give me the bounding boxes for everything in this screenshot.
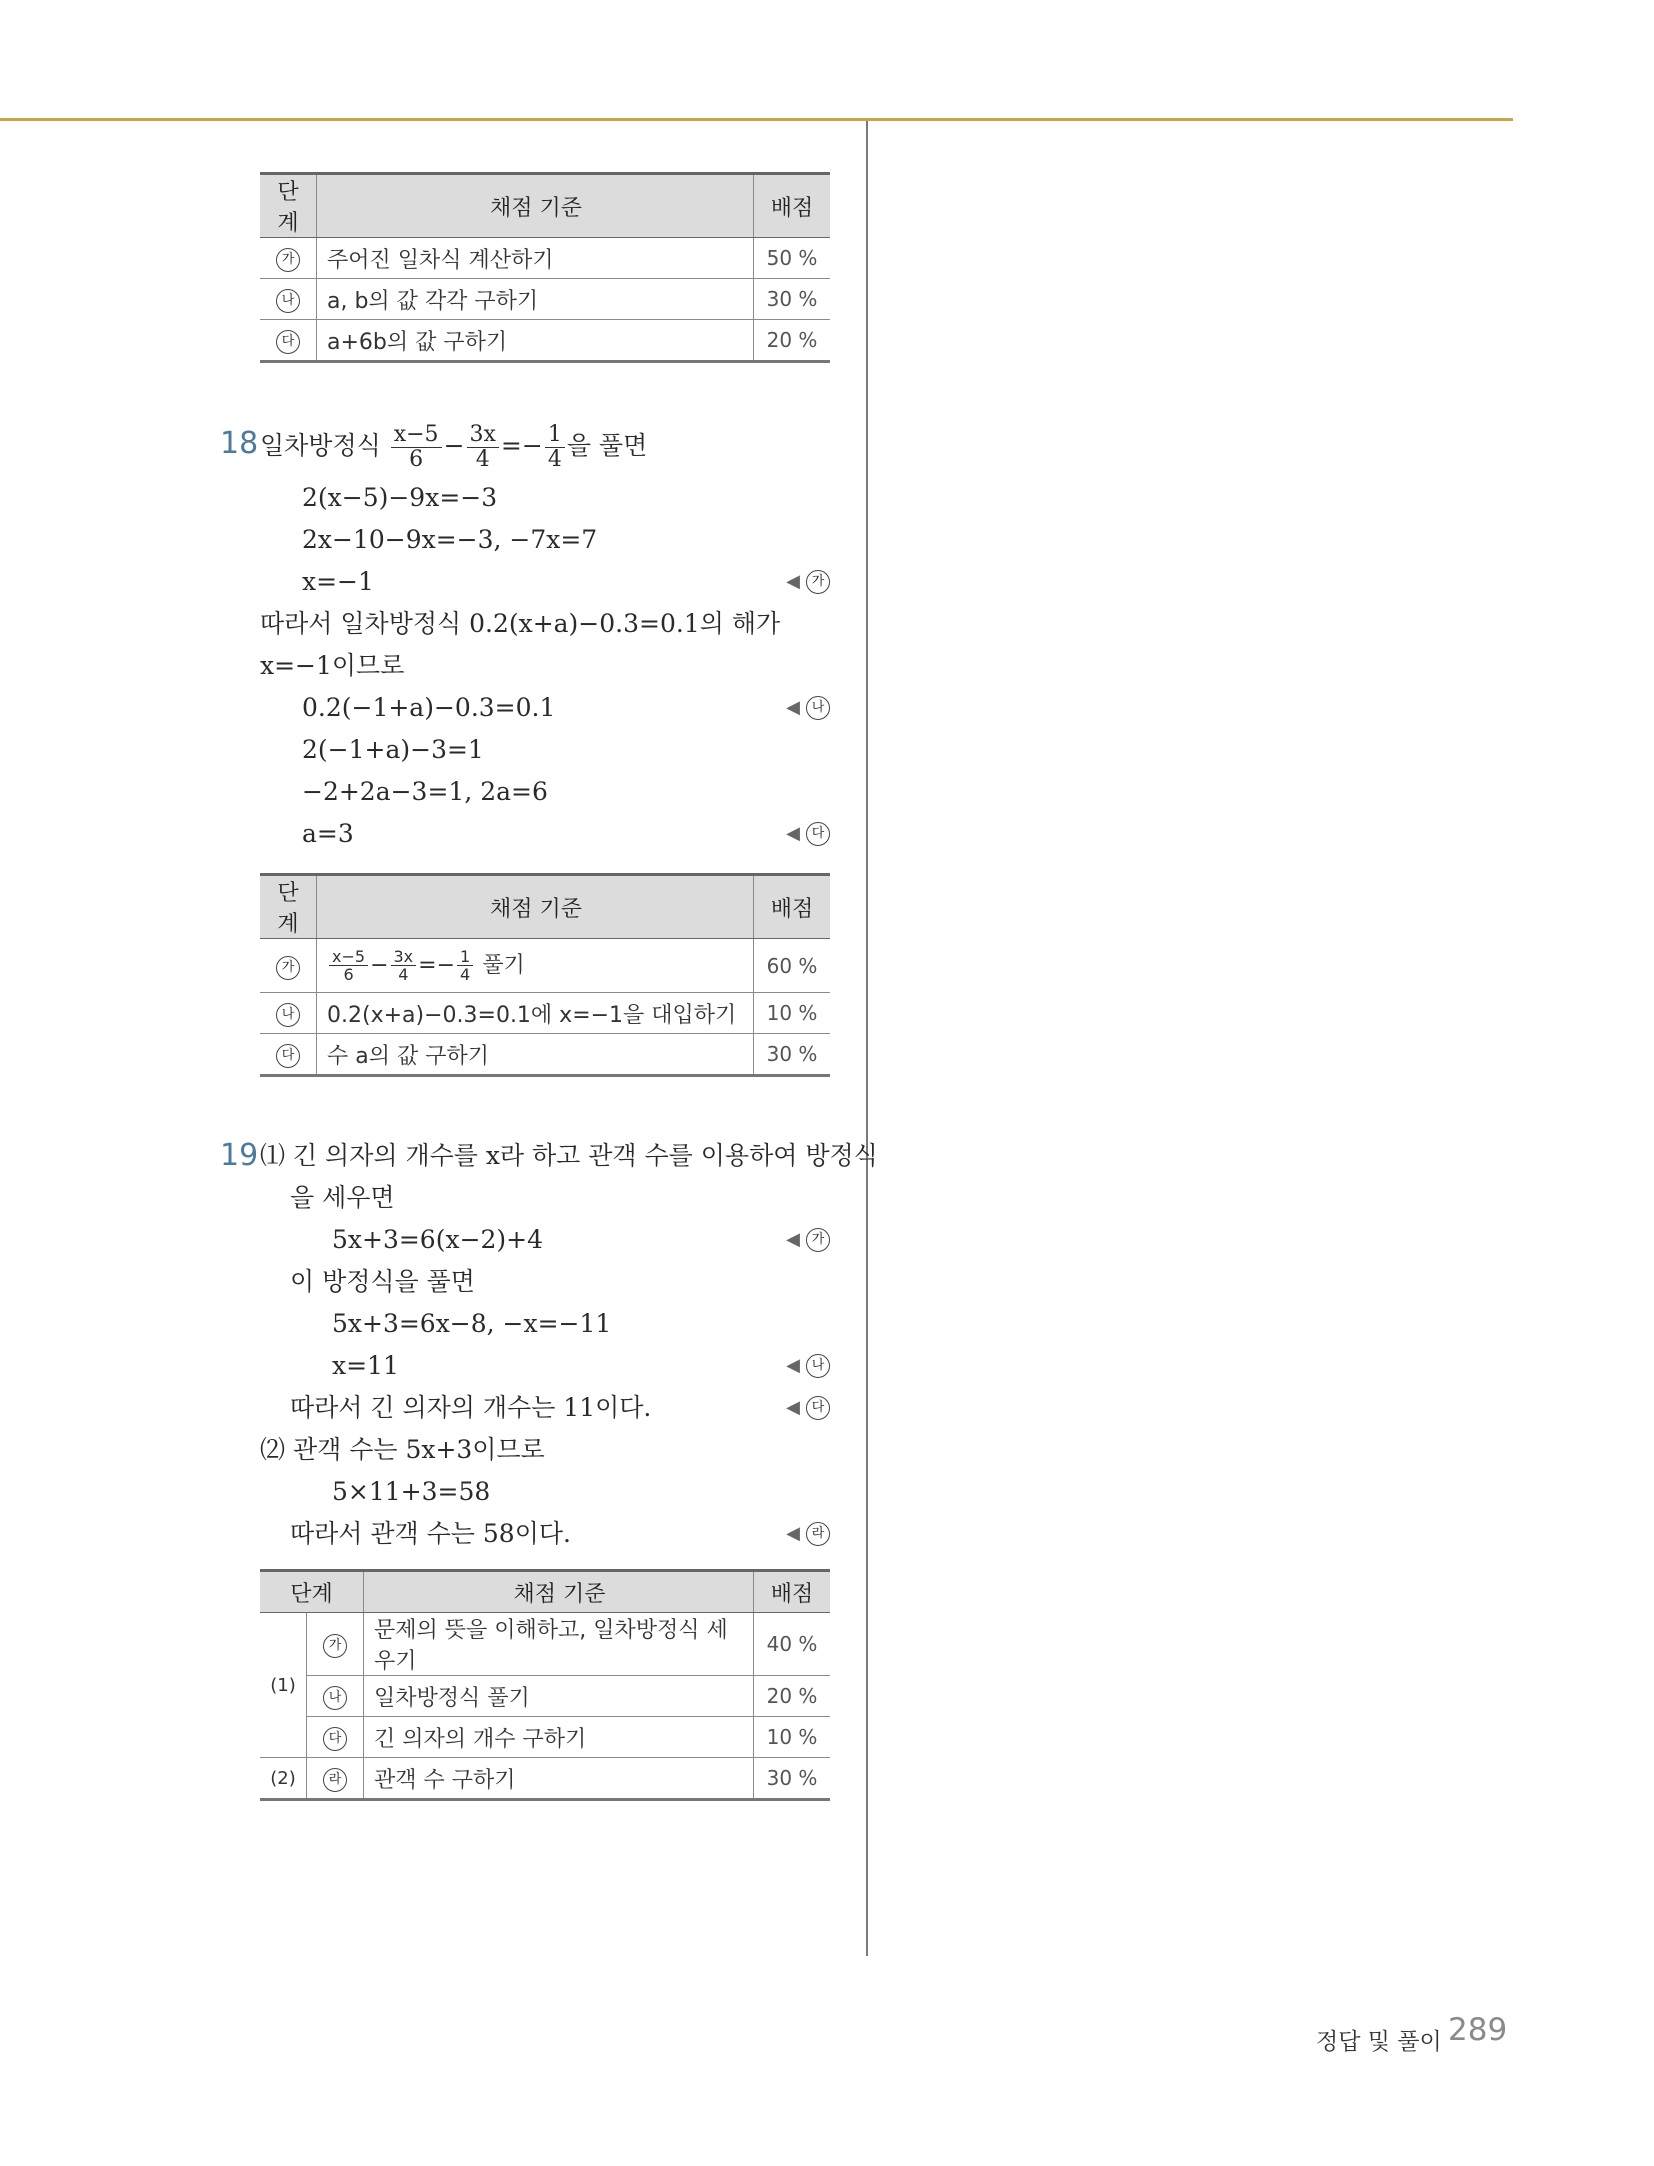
solution-text: x=−1 xyxy=(302,567,374,596)
scoring-table-19 xyxy=(260,1569,830,1801)
header-criteria: 채점 기준 xyxy=(317,174,754,238)
step-bullet-ga: 가 xyxy=(323,1634,347,1658)
points-cell: 40 % xyxy=(754,1613,831,1676)
footer-section-title: 정답 및 풀이 xyxy=(1316,2029,1442,2055)
header-points: 배점 xyxy=(754,1571,831,1613)
solution-line: ⑴ 긴 의자의 개수를 x라 하고 관객 수를 이용하여 방정식 xyxy=(260,1141,878,1170)
solution-line: 5×11+3=58 xyxy=(332,1477,491,1506)
fraction-denominator: 4 xyxy=(460,965,471,985)
criteria-cell: 수 a의 값 구하기 xyxy=(317,1034,754,1076)
step-marker xyxy=(786,1513,830,1555)
solution-line xyxy=(220,1219,830,1261)
operator: =− xyxy=(418,952,456,978)
fraction-numerator: 1 xyxy=(457,948,473,966)
solution-line xyxy=(220,1387,830,1429)
step-bullet-da: 다 xyxy=(806,822,830,846)
step-bullet-da: 다 xyxy=(276,330,300,354)
points-cell: 20 % xyxy=(754,1676,831,1717)
column-divider xyxy=(866,121,868,1956)
header-step: 단계 xyxy=(260,174,317,238)
part-label: (2) xyxy=(260,1758,307,1800)
criteria-cell: a, b의 값 각각 구하기 xyxy=(317,279,754,320)
page-number: 289 xyxy=(1448,2012,1508,2048)
intro-suffix: 을 풀면 xyxy=(566,431,648,460)
step-bullet-na: 나 xyxy=(276,289,300,313)
arrow-left-icon: ◀ xyxy=(786,823,800,844)
step-marker xyxy=(786,813,830,855)
scoring-table-18 xyxy=(260,873,830,1077)
solution-line: 2x−10−9x=−3, −7x=7 xyxy=(302,525,598,554)
header-criteria: 채점 기준 xyxy=(364,1571,754,1613)
solution-text: a=3 xyxy=(302,819,354,848)
criteria-cell: a+6b의 값 구하기 xyxy=(317,320,754,362)
solution-text: 0.2(−1+a)−0.3=0.1 xyxy=(302,693,556,722)
table-row xyxy=(260,238,830,279)
arrow-left-icon: ◀ xyxy=(786,1523,800,1544)
solution-line xyxy=(220,561,830,603)
operator: =− xyxy=(500,431,543,460)
step-bullet-ra: 라 xyxy=(806,1522,830,1546)
criteria-cell: 관객 수 구하기 xyxy=(364,1758,754,1800)
solution-text: 따라서 긴 의자의 개수는 11이다. xyxy=(290,1393,652,1422)
arrow-left-icon: ◀ xyxy=(786,1397,800,1418)
points-cell: 30 % xyxy=(754,1758,831,1800)
fraction-numerator: 3x xyxy=(467,423,499,448)
table-row xyxy=(260,939,830,993)
points-cell: 60 % xyxy=(754,939,831,993)
fraction-numerator: 1 xyxy=(545,423,565,448)
operator: − xyxy=(370,952,389,978)
step-bullet-da: 다 xyxy=(806,1396,830,1420)
points-cell: 10 % xyxy=(754,1717,831,1758)
criteria-cell: 긴 의자의 개수 구하기 xyxy=(364,1717,754,1758)
points-cell: 20 % xyxy=(754,320,831,362)
solution-line: ⑵ 관객 수는 5x+3이므로 xyxy=(260,1435,545,1464)
header-points: 배점 xyxy=(754,875,831,939)
step-bullet-ga: 가 xyxy=(276,956,300,980)
table-row xyxy=(260,1613,830,1676)
arrow-left-icon: ◀ xyxy=(786,697,800,718)
criteria-cell: 일차방정식 풀기 xyxy=(364,1676,754,1717)
arrow-left-icon: ◀ xyxy=(786,571,800,592)
solution-line: 2(x−5)−9x=−3 xyxy=(302,483,498,512)
points-cell: 50 % xyxy=(754,238,831,279)
step-bullet-ra: 라 xyxy=(323,1768,347,1792)
fraction xyxy=(329,948,368,983)
table-row xyxy=(260,1676,830,1717)
fraction xyxy=(391,948,417,983)
problem-18 xyxy=(220,423,830,855)
step-bullet-na: 나 xyxy=(806,696,830,720)
problem-number: 19 xyxy=(220,1138,259,1173)
intro-prefix: 일차방정식 xyxy=(260,431,381,460)
solution-text: 따라서 관객 수는 58이다. xyxy=(290,1519,571,1548)
table-row xyxy=(260,1034,830,1076)
solution-line xyxy=(220,1345,830,1387)
problem-number: 18 xyxy=(220,426,259,461)
header-step: 단계 xyxy=(260,1571,364,1613)
criteria-cell: 주어진 일차식 계산하기 xyxy=(317,238,754,279)
fraction-denominator: 6 xyxy=(409,447,424,472)
criteria-cell: 문제의 뜻을 이해하고, 일차방정식 세우기 xyxy=(364,1613,754,1676)
step-bullet-na: 나 xyxy=(323,1686,347,1710)
fraction-denominator: 4 xyxy=(547,447,562,472)
solution-line: 을 세우면 xyxy=(290,1183,395,1212)
points-cell: 10 % xyxy=(754,993,831,1034)
fraction-denominator: 6 xyxy=(343,965,354,985)
fraction xyxy=(457,948,473,983)
points-cell: 30 % xyxy=(754,279,831,320)
step-bullet-da: 다 xyxy=(323,1727,347,1751)
step-bullet-na: 나 xyxy=(276,1003,300,1027)
step-bullet-ga: 가 xyxy=(806,1228,830,1252)
table-row xyxy=(260,320,830,362)
step-marker xyxy=(786,561,830,603)
step-marker xyxy=(786,1387,830,1429)
solution-line: −2+2a−3=1, 2a=6 xyxy=(302,777,548,806)
scoring-table-17 xyxy=(260,172,830,363)
points-cell: 30 % xyxy=(754,1034,831,1076)
criteria-cell xyxy=(317,939,754,993)
step-bullet-da: 다 xyxy=(276,1044,300,1068)
fraction xyxy=(545,423,565,472)
table-row xyxy=(260,993,830,1034)
solution-line: 5x+3=6x−8, −x=−11 xyxy=(332,1309,612,1338)
header-rule xyxy=(0,118,1513,121)
left-column xyxy=(220,172,878,1801)
part-label: (1) xyxy=(260,1613,307,1758)
step-marker xyxy=(786,1219,830,1261)
header-criteria: 채점 기준 xyxy=(317,875,754,939)
problem-intro xyxy=(220,423,830,477)
solution-text: x=11 xyxy=(332,1351,399,1380)
step-marker xyxy=(786,687,830,729)
table-row xyxy=(260,1758,830,1800)
fraction-numerator: 3x xyxy=(391,948,417,966)
table-row xyxy=(260,279,830,320)
solution-line: 이 방정식을 풀면 xyxy=(290,1267,475,1296)
fraction xyxy=(467,423,499,472)
step-bullet-na: 나 xyxy=(806,1354,830,1378)
criteria-cell: 0.2(x+a)−0.3=0.1에 x=−1을 대입하기 xyxy=(317,993,754,1034)
table-row xyxy=(260,1717,830,1758)
fraction-numerator: x−5 xyxy=(391,423,442,448)
arrow-left-icon: ◀ xyxy=(786,1355,800,1376)
fraction xyxy=(391,423,442,472)
fraction-numerator: x−5 xyxy=(329,948,368,966)
criteria-suffix: 풀기 xyxy=(482,952,525,978)
solution-line: x=−1이므로 xyxy=(260,651,405,680)
problem-19 xyxy=(220,1135,878,1555)
operator: − xyxy=(443,431,465,460)
step-bullet-ga: 가 xyxy=(806,570,830,594)
solution-line: 따라서 일차방정식 0.2(x+a)−0.3=0.1의 해가 xyxy=(260,609,781,638)
arrow-left-icon: ◀ xyxy=(786,1229,800,1250)
header-points: 배점 xyxy=(754,174,831,238)
solution-text: 5x+3=6(x−2)+4 xyxy=(332,1225,544,1254)
fraction-denominator: 4 xyxy=(475,447,490,472)
solution-line xyxy=(220,1513,830,1555)
fraction-denominator: 4 xyxy=(398,965,409,985)
step-marker xyxy=(786,1345,830,1387)
header-step: 단계 xyxy=(260,875,317,939)
step-bullet-ga: 가 xyxy=(276,248,300,272)
solution-line xyxy=(220,687,830,729)
solution-line xyxy=(220,813,830,855)
solution-line: 2(−1+a)−3=1 xyxy=(302,735,484,764)
